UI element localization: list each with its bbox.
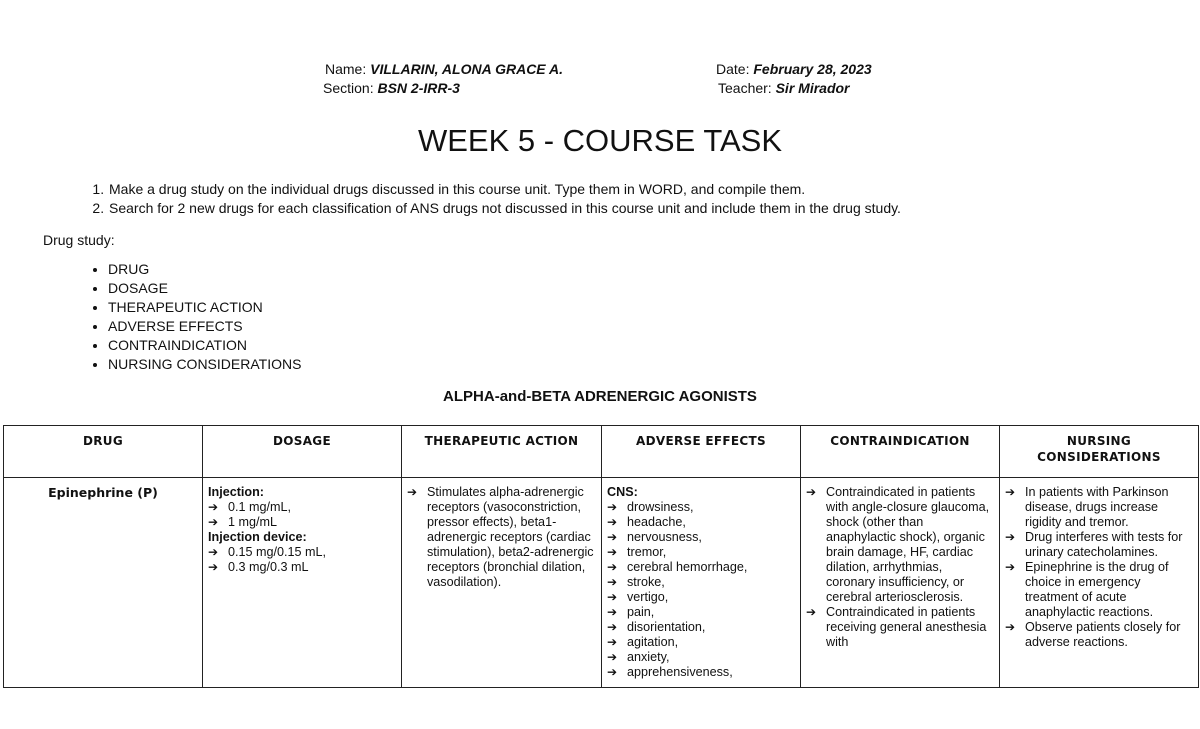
injection-device-label: Injection device:	[208, 530, 307, 544]
list-item: ➔ Contraindicated in patients with angle-closure glaucoma, shock (other than anaphylactic shock), organic brain damage, HF, cardiac dilation, arrhythmias, coronary insufficiency, or cerebral arteriosclerosis.	[806, 485, 994, 605]
nursing-considerations-list	[1005, 485, 1193, 650]
nursing-considerations-cell	[1000, 478, 1199, 688]
task-list	[88, 180, 901, 218]
list-item: ➔ Observe patients closely for adverse reactions.	[1005, 620, 1193, 650]
date-value: February 28, 2023	[753, 61, 872, 77]
date-label: Date:	[716, 61, 754, 77]
section-heading: ALPHA-and-BETA ADRENERGIC AGONISTS	[443, 388, 757, 405]
column-header-dosage: DOSAGE	[203, 426, 402, 478]
list-item: ➔ 0.1 mg/mL,	[208, 500, 396, 515]
list-item: ➔ vertigo,	[607, 590, 795, 605]
list-item: ➔ drowsiness,	[607, 500, 795, 515]
list-item: ➔ cerebral hemorrhage,	[607, 560, 795, 575]
column-header-adverse-effects: ADVERSE EFFECTS	[602, 426, 801, 478]
name-line	[325, 60, 563, 78]
study-items-list	[88, 260, 301, 374]
contraindication-cell	[801, 478, 1000, 688]
list-item: ➔ Drug interferes with tests for urinary catecholamines.	[1005, 530, 1193, 560]
dosage-cell	[203, 478, 402, 688]
study-item: • NURSING CONSIDERATIONS	[108, 355, 301, 374]
list-item: ➔ tremor,	[607, 545, 795, 560]
list-item: ➔ 1 mg/mL	[208, 515, 396, 530]
teacher-line	[718, 79, 850, 97]
list-item: ➔ 0.3 mg/0.3 mL	[208, 560, 396, 575]
list-item: ➔ agitation,	[607, 635, 795, 650]
list-item: ➔ Contraindicated in patients receiving general anesthesia with	[806, 605, 994, 650]
name-label: Name:	[325, 61, 371, 77]
study-item: • THERAPEUTIC ACTION	[108, 298, 301, 317]
injection-label: Injection:	[208, 485, 264, 499]
section-line	[323, 79, 460, 97]
study-item: • ADVERSE EFFECTS	[108, 317, 301, 336]
injection-dosage-list	[208, 500, 396, 530]
teacher-label: Teacher:	[718, 80, 776, 96]
table-row	[4, 478, 1199, 688]
date-line	[716, 60, 872, 78]
drug-study-table	[3, 425, 1199, 688]
list-item: ➔ stroke,	[607, 575, 795, 590]
study-item: • DRUG	[108, 260, 301, 279]
section-label: Section:	[323, 80, 378, 96]
column-header-therapeutic-action: THERAPEUTIC ACTION	[402, 426, 602, 478]
cns-label: CNS:	[607, 485, 638, 499]
contraindication-list	[806, 485, 994, 650]
list-item: ➔ nervousness,	[607, 530, 795, 545]
column-header-drug: DRUG	[4, 426, 203, 478]
adverse-effects-cell	[602, 478, 801, 688]
list-item: ➔ pain,	[607, 605, 795, 620]
section-value: BSN 2-IRR-3	[377, 80, 460, 96]
device-dosage-list	[208, 545, 396, 575]
therapeutic-action-cell	[402, 478, 602, 688]
list-item: ➔ Epinephrine is the drug of choice in emergency treatment of acute anaphylactic reactions.	[1005, 560, 1193, 620]
column-header-nursing-considerations: NURSING CONSIDERATIONS	[1000, 426, 1199, 478]
adverse-effects-list	[607, 500, 795, 680]
drug-cell: Epinephrine (P)	[4, 478, 203, 688]
study-item: • DOSAGE	[108, 279, 301, 298]
list-item: ➔ anxiety,	[607, 650, 795, 665]
list-item: ➔ apprehensiveness,	[607, 665, 795, 680]
list-item: ➔ 0.15 mg/0.15 mL,	[208, 545, 396, 560]
student-name: VILLARIN, ALONA GRACE A.	[370, 61, 564, 77]
list-item: ➔ Stimulates alpha-adrenergic receptors (vasoconstriction, pressor effects), beta1-adrenergic receptors (cardiac stimulation), beta2-adrenergic receptors (bronchial dilation, vasodilation).	[407, 485, 596, 590]
drug-study-label: Drug study:	[43, 232, 115, 248]
list-item: ➔ headache,	[607, 515, 795, 530]
list-item: ➔ disorientation,	[607, 620, 795, 635]
list-item: ➔ In patients with Parkinson disease, drugs increase rigidity and tremor.	[1005, 485, 1193, 530]
table-header-row	[4, 426, 1199, 478]
task-item: 1. Make a drug study on the individual drugs discussed in this course unit. Type them in WORD, and compile them.	[108, 180, 901, 199]
teacher-value: Sir Mirador	[775, 80, 850, 96]
study-item: • CONTRAINDICATION	[108, 336, 301, 355]
column-header-contraindication: CONTRAINDICATION	[801, 426, 1000, 478]
page-title: WEEK 5 - COURSE TASK	[417, 123, 783, 158]
task-item: 2. Search for 2 new drugs for each classification of ANS drugs not discussed in this course unit and include them in the drug study.	[108, 199, 901, 218]
therapeutic-action-list	[407, 485, 596, 590]
